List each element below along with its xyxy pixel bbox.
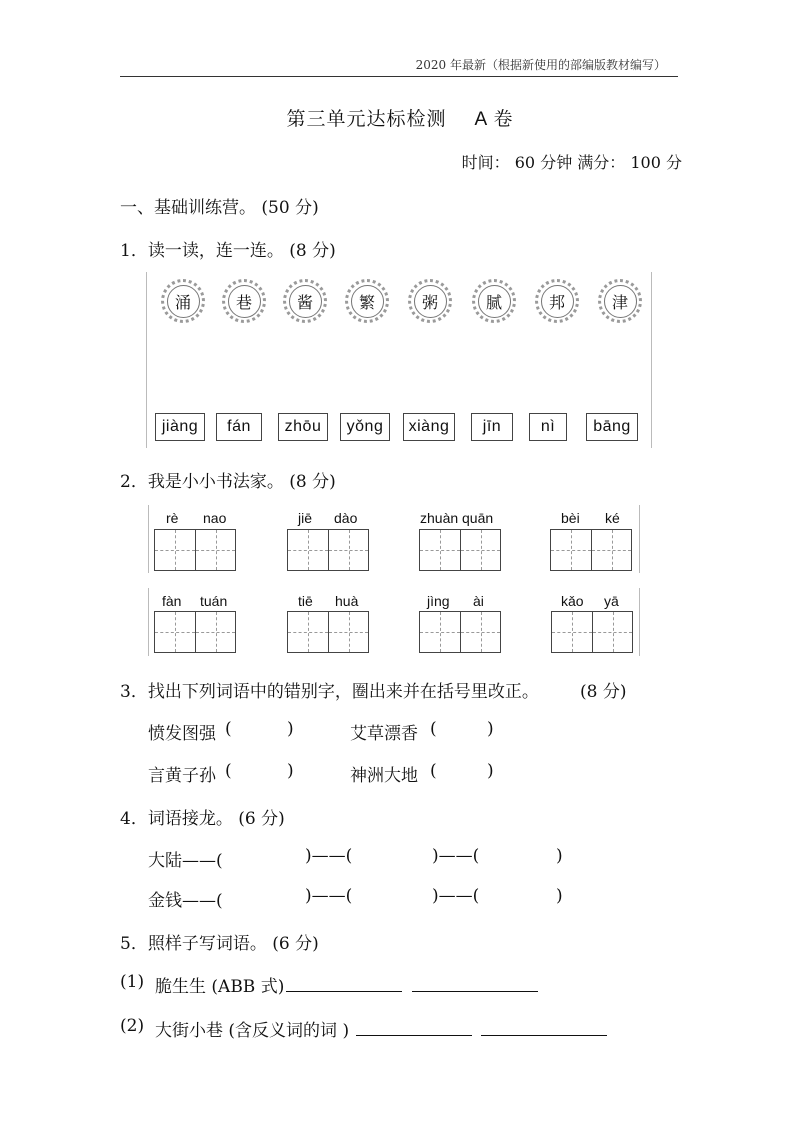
chain-separator: )——(: [305, 846, 353, 866]
paren-close: ): [487, 719, 494, 739]
section1-heading: 一、基础训练营。 (50 分): [120, 198, 319, 218]
paren-open: (: [430, 761, 437, 781]
char-flower: [345, 279, 389, 323]
char-flower: [535, 279, 579, 323]
q3-heading: 3．找出下列词语中的错别字，圈出来并在括号里改正。: [120, 682, 539, 702]
pinyin-label: yā: [604, 593, 619, 609]
chain-separator: )——(: [305, 886, 353, 906]
char-label: 繁: [351, 285, 384, 318]
chain-end: ): [556, 846, 563, 866]
pinyin-label: quān: [462, 510, 494, 526]
answer-blank: [356, 1034, 472, 1036]
pinyin-label: ké: [605, 510, 620, 526]
char-flower: [408, 279, 452, 323]
q5-item-number: (1): [120, 972, 145, 992]
pinyin-label: tuán: [200, 593, 228, 609]
answer-blank: [412, 990, 538, 992]
q1-heading: 1．读一读，连一连。 (8 分): [120, 241, 336, 261]
writing-grid: [287, 529, 369, 571]
pinyin-label: fàn: [162, 593, 182, 609]
char-label: 粥: [414, 285, 447, 318]
page-title: [0, 104, 800, 131]
char-label: 巷: [228, 285, 261, 318]
char-flower: [283, 279, 327, 323]
char-label: 津: [604, 285, 637, 318]
pinyin-label: tiē: [298, 593, 313, 609]
answer-blank: [286, 990, 402, 992]
writing-grid: [419, 611, 501, 653]
writing-grid: [154, 529, 236, 571]
q5-item-number: (2): [120, 1016, 145, 1036]
q5-heading: 5．照样子写词语。 (6 分): [120, 934, 319, 954]
char-label: 酱: [289, 285, 322, 318]
pinyin-box: nì: [529, 413, 567, 441]
pinyin-label: nao: [203, 510, 227, 526]
q3-word: 言黄子孙: [148, 766, 216, 786]
paren-open: (: [430, 719, 437, 739]
writing-grid: [551, 611, 633, 653]
pinyin-label: rè: [166, 510, 179, 526]
chain-separator: )——(: [432, 846, 480, 866]
paren-open: (: [225, 719, 232, 739]
pinyin-box: xiàng: [403, 413, 455, 441]
char-flower: [161, 279, 205, 323]
paren-open: (: [225, 761, 232, 781]
char-label: 邦: [541, 285, 574, 318]
writing-grid: [287, 611, 369, 653]
pinyin-label: zhuàn: [420, 510, 459, 526]
writing-grid: [550, 529, 632, 571]
q5-item-text: 大街小巷 (含反义词的词 ): [155, 1021, 350, 1041]
q3-word: 艾草漂香: [350, 724, 418, 744]
q2-heading: 2．我是小小书法家。 (8 分): [120, 472, 336, 492]
char-label: 腻: [478, 285, 511, 318]
pinyin-label: ài: [473, 593, 484, 609]
title-main: 第三单元达标检测: [286, 108, 447, 130]
chain-start: 金钱——(: [148, 891, 223, 911]
answer-blank: [481, 1034, 607, 1036]
header-divider: [120, 76, 678, 77]
q3-word: 神洲大地: [350, 766, 418, 786]
chain-separator: )——(: [432, 886, 480, 906]
q4-heading: 4．词语接龙。 (6 分): [120, 809, 285, 829]
char-label: 涌: [167, 285, 200, 318]
char-flower: [222, 279, 266, 323]
paren-close: ): [487, 761, 494, 781]
chain-end: ): [556, 886, 563, 906]
paren-close: ): [287, 719, 294, 739]
pinyin-label: huà: [335, 593, 359, 609]
writing-grid: [419, 529, 501, 571]
pinyin-label: dào: [334, 510, 358, 526]
q3-score: (8 分): [580, 682, 627, 702]
pinyin-label: jìng: [427, 593, 450, 609]
pinyin-box: yǒng: [340, 413, 390, 441]
char-flower: [598, 279, 642, 323]
page-header: 2020 年最新（根据新使用的部编版教材编写）: [415, 58, 666, 72]
pinyin-label: bèi: [561, 510, 580, 526]
pinyin-box: jiàng: [155, 413, 205, 441]
q5-item-text: 脆生生 (ABB 式): [155, 977, 285, 997]
pinyin-label: kǎo: [561, 593, 584, 609]
pinyin-box: jīn: [471, 413, 513, 441]
pinyin-label: jiē: [298, 510, 313, 526]
pinyin-box: zhōu: [278, 413, 328, 441]
q3-word: 愤发图强: [148, 724, 216, 744]
time-score-info: 时间： 60 分钟 满分： 100 分: [461, 153, 682, 172]
title-suffix: A 卷: [474, 109, 514, 130]
pinyin-box: bāng: [586, 413, 638, 441]
pinyin-box: fán: [216, 413, 262, 441]
writing-grid: [154, 611, 236, 653]
chain-start: 大陆——(: [148, 851, 223, 871]
paren-close: ): [287, 761, 294, 781]
char-flower: [472, 279, 516, 323]
